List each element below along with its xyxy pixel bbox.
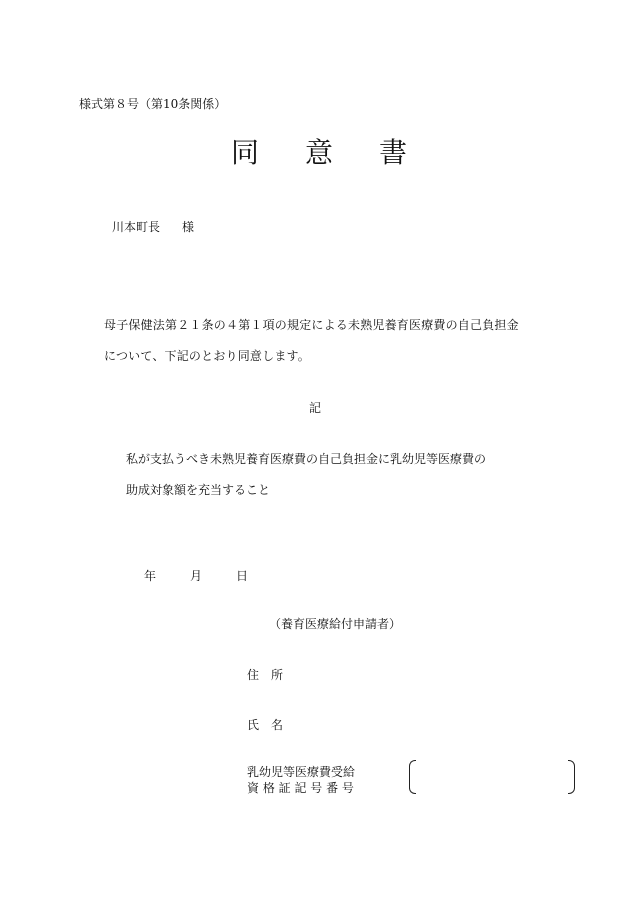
item-text-line-2: 助成対象額を充当すること: [126, 483, 271, 497]
title-char-1: 同: [230, 136, 259, 169]
certificate-label-line-1: 乳幼児等医療費受給: [247, 765, 356, 779]
addressee-honorific: 様: [182, 220, 195, 234]
date-day-label: 日: [236, 569, 249, 583]
name-label-char-2: 名: [271, 718, 284, 732]
consent-text-line-1: 母子保健法第２１条の４第１項の規定による未熟児養育医療費の自己負担金: [104, 318, 519, 332]
title-char-2: 意: [304, 136, 333, 169]
title-char-3: 書: [379, 136, 408, 169]
certificate-bracket-left: [409, 760, 416, 794]
address-label-char-1: 住: [247, 668, 260, 682]
address-label: [247, 666, 283, 683]
ki-heading: 記: [309, 401, 322, 415]
certificate-label-line-2: 資 格 証 記 号 番 号: [247, 781, 354, 795]
address-label-char-2: 所: [271, 668, 284, 682]
name-label: [247, 716, 283, 733]
form-number: 様式第８号（第10条関係）: [79, 97, 227, 111]
addressee: [112, 218, 194, 235]
certificate-bracket-right: [568, 760, 575, 794]
document-title: [0, 131, 630, 171]
name-label-char-1: 氏: [247, 718, 260, 732]
applicant-label: （養育医療給付申請者）: [269, 617, 402, 631]
date-year-label: 年: [144, 569, 157, 583]
consent-text-line-2: について、下記のとおり同意します。: [104, 349, 310, 363]
item-text-line-1: 私が支払うべき未熟児養育医療費の自己負担金に乳幼児等医療費の: [126, 452, 487, 466]
date-month-label: 月: [190, 569, 203, 583]
addressee-name: 川本町長: [112, 220, 161, 234]
